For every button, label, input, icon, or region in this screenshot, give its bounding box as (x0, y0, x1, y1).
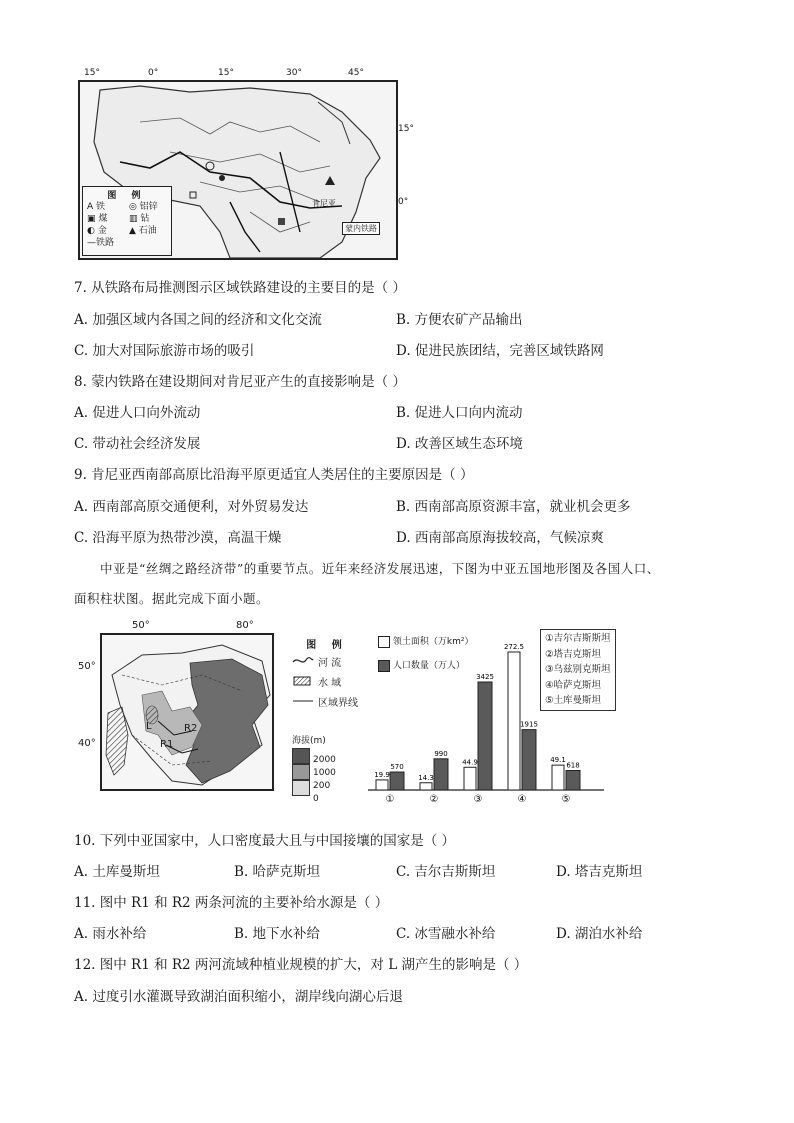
legend-row-river (292, 651, 362, 671)
option-a[interactable]: A. 促进人口向外流动 (74, 405, 201, 421)
option-a[interactable]: A. 雨水补给 (74, 926, 147, 942)
option-a[interactable]: A. 土库曼斯坦 (74, 864, 160, 880)
central-asia-map-outline (102, 635, 272, 789)
pop-value-label: 570 (390, 763, 404, 772)
legend-pop (378, 658, 465, 672)
elevation-swatch (292, 780, 310, 796)
legend-row (83, 237, 171, 249)
map1-legend-title: 图 例 (107, 191, 147, 201)
map2-lon-label: 50° (132, 620, 150, 631)
option-b[interactable]: B. 西南部高原资源丰富，就业机会更多 (396, 499, 631, 515)
railway-label: 蒙内铁路 (342, 222, 380, 235)
option-a[interactable]: A. 过度引水灌溉导致湖泊面积缩小，湖岸线向湖心后退 (74, 989, 403, 1005)
option-c[interactable]: C. 冰雪融水补给 (396, 926, 496, 942)
legend-item: ◐ 金 (87, 226, 107, 236)
africa-map (78, 80, 398, 260)
legend-item: —铁路 (87, 238, 115, 248)
lake-l-label: L (146, 721, 152, 732)
elevation-level: 1000 (313, 768, 336, 778)
option-d[interactable]: D. 湖泊水补给 (556, 926, 643, 942)
map1-lon-label: 45° (348, 68, 364, 78)
country-item: ⑤土库曼斯坦 (545, 695, 602, 706)
legend-row-boundary (292, 691, 362, 711)
area-value-label: 19.9 (374, 770, 390, 779)
map2-lat-label: 40° (78, 738, 96, 749)
bar-area (552, 765, 564, 790)
option-c[interactable]: C. 加大对国际旅游市场的吸引 (74, 343, 255, 359)
bar-population (478, 682, 492, 790)
map2-legend (292, 636, 362, 711)
option-c[interactable]: C. 吉尔吉斯斯坦 (396, 864, 496, 880)
question-12: 12. 图中 R1 和 R2 两河流域种植业规模的扩大，对 L 湖产生的影响是（ ） (74, 957, 528, 973)
option-c[interactable]: C. 带动社会经济发展 (74, 436, 201, 452)
water-symbol-icon (292, 676, 314, 686)
elevation-level: 2000 (313, 755, 336, 765)
legend-item: ▥ 钻 (129, 214, 150, 224)
bar-area (420, 783, 432, 790)
map1-lon-label: 0° (148, 68, 159, 78)
legend-item: 区域界线 (318, 697, 358, 709)
bar-population (390, 772, 404, 790)
area-value-label: 272.5 (503, 643, 525, 651)
pop-value-label: 3425 (476, 673, 494, 681)
map1-lat-label: 0° (398, 197, 409, 207)
question-8: 8. 蒙内铁路在建设期间对肯尼亚产生的直接影响是（ ） (74, 374, 406, 390)
area-value-label: 14.3 (418, 773, 434, 782)
category-label: ① (385, 794, 395, 805)
pop-value-label: 618 (566, 761, 580, 770)
question-11: 11. 图中 R1 和 R2 两条河流的主要补给水源是（ ） (74, 895, 389, 911)
legend-area (378, 634, 473, 648)
bar-population (566, 771, 580, 790)
elevation-level: 0 (313, 794, 319, 804)
legend-item: A 铁 (87, 202, 106, 212)
map2-lon-label: 80° (236, 620, 254, 631)
question-9: 9. 肯尼亚西南部高原比沿海平原更适宜人类居住的主要原因是（ ） (74, 467, 474, 483)
category-label: ⑤ (561, 794, 571, 805)
elevation-swatch (292, 764, 310, 780)
map1-lat-label: 15° (398, 124, 414, 134)
legend-pop-label: 人口数量（万人） (392, 661, 465, 671)
question-10: 10. 下列中亚国家中，人口密度最大且与中国接壤的国家是（ ） (74, 833, 456, 849)
option-b[interactable]: B. 促进人口向内流动 (396, 405, 523, 421)
pop-swatch (378, 660, 390, 672)
elevation-legend (292, 733, 336, 806)
bar-population (434, 759, 448, 790)
map1-lon-label: 30° (286, 68, 302, 78)
country-item: ④哈萨克斯坦 (545, 679, 602, 691)
elevation-level: 200 (313, 781, 331, 791)
bar-area (464, 767, 476, 790)
country-item: ①吉尔吉斯斯坦 (545, 633, 611, 644)
area-value-label: 49.1 (550, 756, 566, 765)
country-list (540, 629, 616, 711)
pop-value-label: 990 (434, 749, 448, 758)
map1-legend (82, 186, 172, 256)
option-a[interactable]: A. 西南部高原交通便利，对外贸易发达 (74, 499, 309, 515)
area-value-label: 44.9 (462, 758, 478, 767)
option-a[interactable]: A. 加强区域内各国之间的经济和文化交流 (74, 312, 322, 328)
map2-lat-label: 50° (78, 661, 96, 672)
river-symbol-icon (292, 656, 314, 666)
legend-row-water (292, 671, 362, 691)
option-b[interactable]: B. 方便农矿产品输出 (396, 312, 523, 328)
elevation-swatch (292, 748, 310, 764)
country-item: ②塔吉克斯坦 (545, 648, 602, 660)
area-swatch (378, 636, 390, 648)
legend-area-label: 领土面积（万km²） (392, 637, 474, 647)
legend-row (83, 225, 171, 237)
legend-row (83, 213, 171, 225)
option-d[interactable]: D. 塔吉克斯坦 (556, 864, 643, 880)
intro-line2: 面积柱状图。据此完成下面小题。 (74, 591, 270, 606)
legend-item: 河 流 (318, 657, 342, 669)
category-label: ② (429, 794, 439, 805)
bar-area (376, 780, 388, 790)
kenya-label: 肯尼亚 (312, 199, 336, 208)
country-item: ③乌兹别克斯坦 (545, 664, 611, 675)
map1-lon-label: 15° (84, 68, 100, 78)
category-label: ④ (517, 794, 527, 805)
boundary-symbol-icon (292, 696, 314, 706)
map2-legend-title: 图 例 (306, 640, 348, 651)
river-r1-label: R1 (160, 739, 174, 750)
legend-item: 水 域 (318, 677, 342, 689)
map1-lon-label: 15° (218, 68, 234, 78)
central-asia-map (100, 633, 274, 791)
intro-line1: 中亚是“丝绸之路经济带”的重要节点。近年来经济发展迅速，下图为中亚五国地形图及各国人口、 (100, 561, 660, 576)
category-label: ③ (473, 794, 483, 805)
legend-item: ▣ 煤 (87, 214, 108, 224)
legend-item: ▲ 石油 (129, 226, 157, 236)
option-c[interactable]: C. 沿海平原为热带沙漠，高温干燥 (74, 530, 282, 546)
pop-value-label: 1915 (520, 720, 538, 729)
option-b[interactable]: B. 地下水补给 (234, 926, 321, 942)
option-d[interactable]: D. 改善区域生态环境 (396, 436, 523, 452)
river-r2-label: R2 (184, 723, 198, 734)
option-d[interactable]: D. 西南部高原海拔较高，气候凉爽 (396, 530, 604, 546)
legend-row (83, 201, 171, 213)
bar-population (522, 730, 536, 790)
elevation-title: 海拔(m) (292, 736, 326, 746)
legend-item: ◎ 铝锌 (129, 202, 158, 212)
option-d[interactable]: D. 促进民族团结，完善区域铁路网 (396, 343, 604, 359)
option-b[interactable]: B. 哈萨克斯坦 (234, 864, 321, 880)
question-7: 7. 从铁路布局推测图示区域铁路建设的主要目的是（ ） (74, 280, 406, 296)
bar-area (508, 652, 520, 790)
